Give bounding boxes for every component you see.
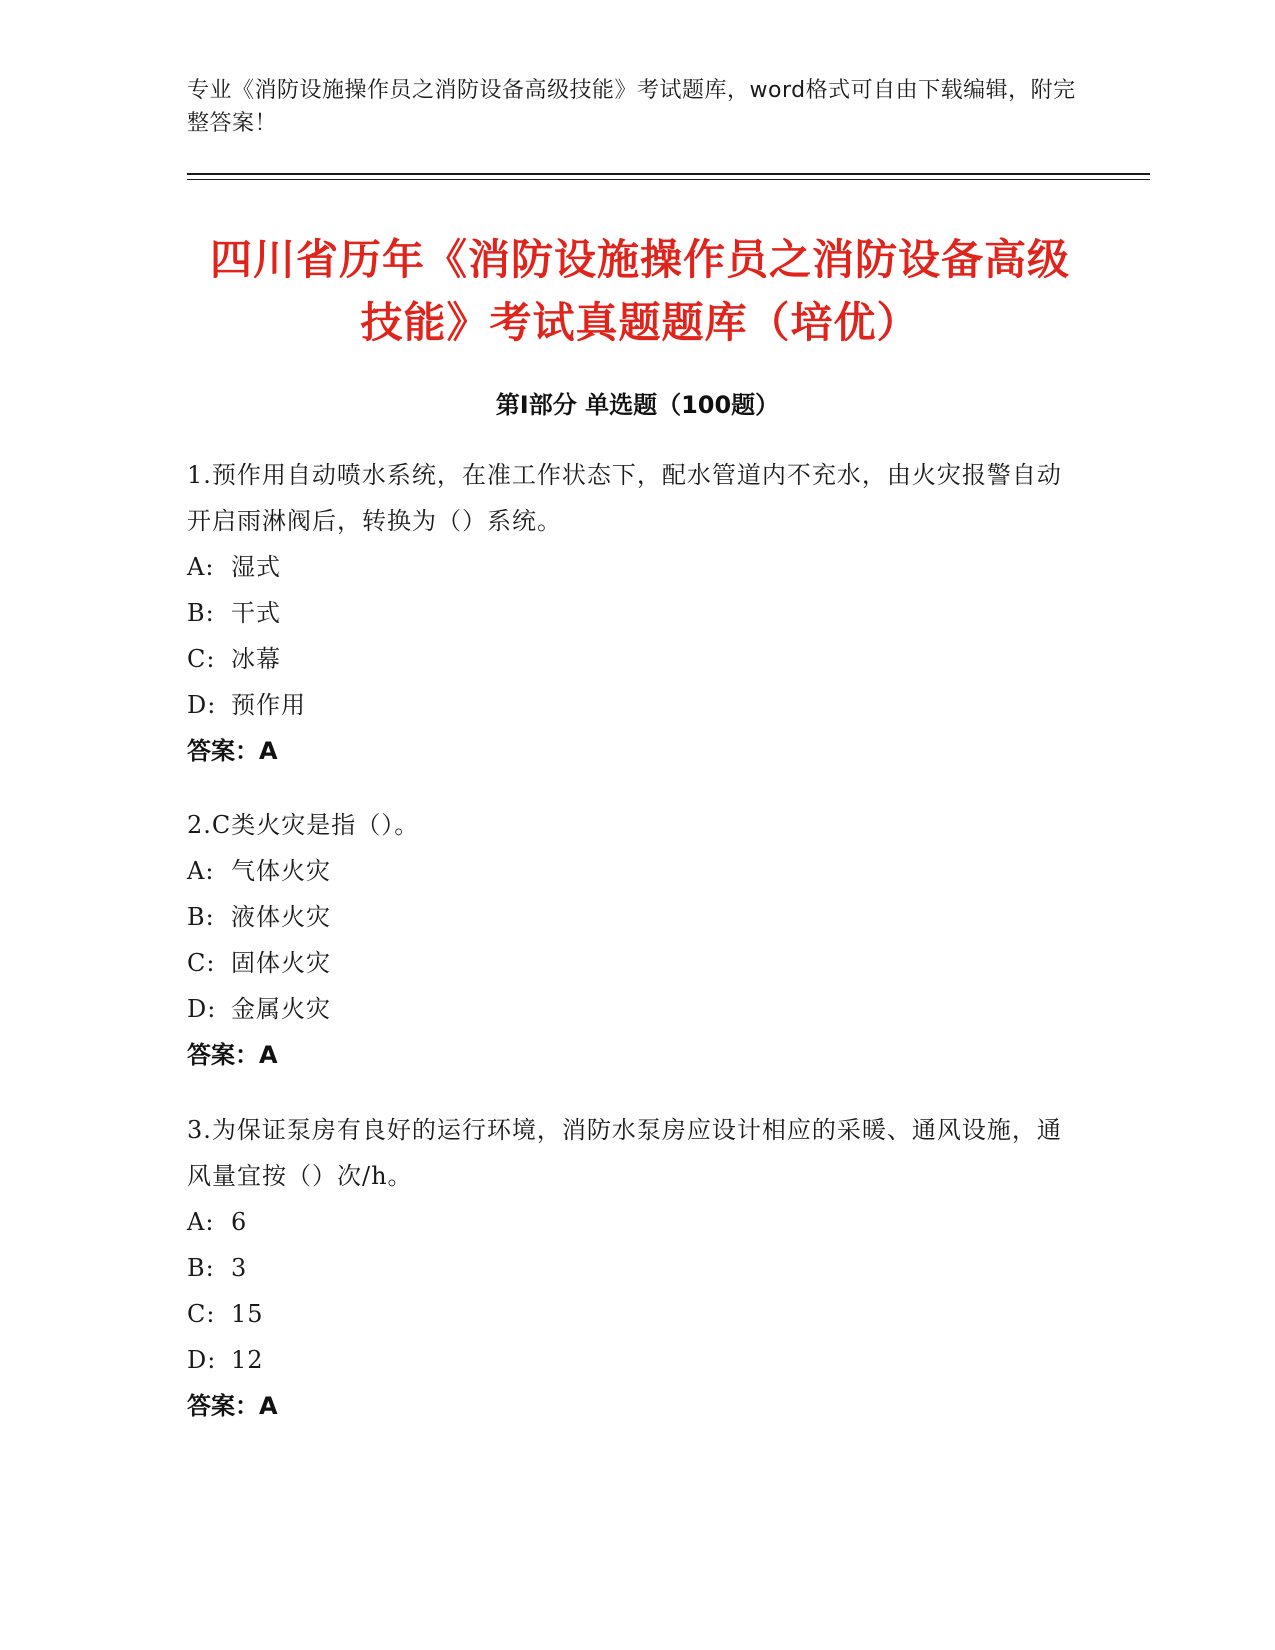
document-title: 四川省历年《消防设施操作员之消防设备高级技能》考试真题题库（培优） bbox=[209, 235, 1070, 347]
option-key: A: bbox=[187, 553, 215, 581]
option-text: 15 bbox=[231, 1300, 264, 1328]
option-key: B: bbox=[187, 1254, 215, 1282]
header-rule-thick bbox=[187, 173, 1150, 175]
option-key: D: bbox=[187, 691, 217, 719]
option-a bbox=[187, 1199, 1067, 1245]
section-title: 第Ⅰ部分 单选题（100题） bbox=[495, 391, 780, 419]
option-a bbox=[187, 544, 1067, 590]
option-b bbox=[187, 894, 1067, 940]
option-text: 金属火灾 bbox=[231, 995, 331, 1023]
option-key: B: bbox=[187, 903, 215, 931]
option-text: 6 bbox=[231, 1208, 248, 1236]
question-2 bbox=[187, 802, 1067, 1078]
option-b bbox=[187, 590, 1067, 636]
option-key: D: bbox=[187, 1346, 217, 1374]
option-c bbox=[187, 940, 1067, 986]
answer: 答案：A bbox=[187, 737, 278, 765]
question-1 bbox=[187, 452, 1067, 774]
option-d bbox=[187, 682, 1067, 728]
option-text: 干式 bbox=[231, 599, 281, 627]
option-key: B: bbox=[187, 599, 215, 627]
option-key: C: bbox=[187, 949, 216, 977]
question-stem: 3.为保证泵房有良好的运行环境，消防水泵房应设计相应的采暖、通风设施，通风量宜按（）次/h。 bbox=[187, 1116, 1062, 1190]
option-d bbox=[187, 1337, 1067, 1383]
option-text: 预作用 bbox=[231, 691, 306, 719]
option-text: 固体火灾 bbox=[231, 949, 331, 977]
question-3 bbox=[187, 1107, 1067, 1429]
option-c bbox=[187, 1291, 1067, 1337]
answer: 答案：A bbox=[187, 1392, 278, 1420]
option-text: 冰幕 bbox=[231, 645, 281, 673]
option-text: 液体火灾 bbox=[231, 903, 331, 931]
option-key: A: bbox=[187, 1208, 215, 1236]
header-note: 专业《消防设施操作员之消防设备高级技能》考试题库，word格式可自由下载编辑，附完整答案！ bbox=[187, 78, 1076, 136]
option-key: C: bbox=[187, 645, 216, 673]
option-c bbox=[187, 636, 1067, 682]
option-a bbox=[187, 848, 1067, 894]
answer: 答案：A bbox=[187, 1041, 278, 1069]
option-b bbox=[187, 1245, 1067, 1291]
header-rule-thin bbox=[187, 179, 1150, 180]
question-stem: 2.C类火灾是指（）。 bbox=[187, 811, 420, 839]
option-key: A: bbox=[187, 857, 215, 885]
option-text: 湿式 bbox=[231, 553, 281, 581]
option-key: D: bbox=[187, 995, 217, 1023]
option-text: 气体火灾 bbox=[231, 857, 331, 885]
option-text: 3 bbox=[231, 1254, 248, 1282]
question-stem: 1.预作用自动喷水系统，在准工作状态下，配水管道内不充水，由火灾报警自动开启雨淋阀后，转换为（）系统。 bbox=[187, 461, 1062, 535]
option-text: 12 bbox=[231, 1346, 264, 1374]
option-d bbox=[187, 986, 1067, 1032]
option-key: C: bbox=[187, 1300, 216, 1328]
